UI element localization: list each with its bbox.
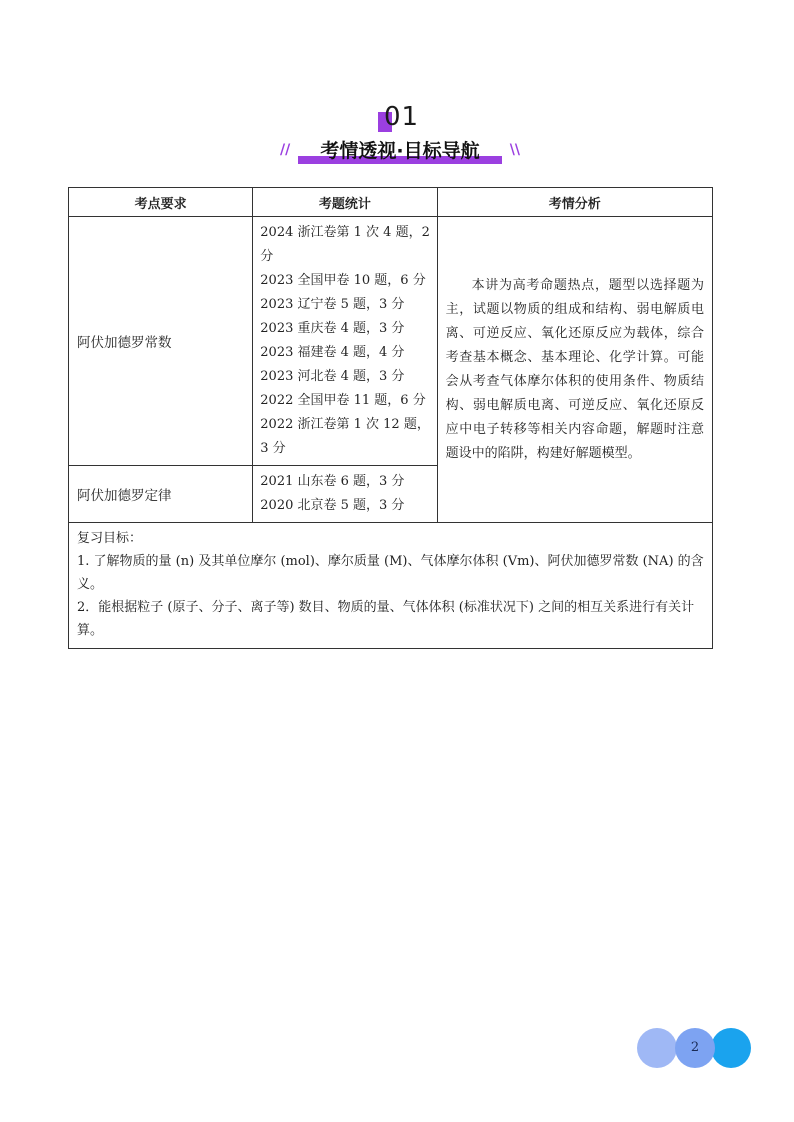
stat-item: 2023 重庆卷 4 题，3 分 [260,321,405,336]
stat-item: 2022 浙江卷第 1 次 12 题，3 分 [260,417,430,456]
badge-circle-right-icon [711,1028,751,1068]
table-row [69,217,713,466]
page-number-badge [637,1028,753,1068]
section-title-block [280,136,520,166]
stat-item: 2020 北京卷 5 题，3 分 [260,498,405,513]
topic-cell: 阿伏加德罗常数 [69,217,253,466]
exam-analysis-table [68,187,713,649]
section-number: 01 [384,102,420,132]
section-header [0,100,794,170]
stat-item: 2024 浙江卷第 1 次 4 题，2 分 [260,225,430,264]
header-cell-statistics: 考题统计 [253,188,437,217]
stat-item: 2023 河北卷 4 题，3 分 [260,369,405,384]
review-goals-title: 复习目标： [77,531,143,546]
title-slash-left-icon: // [280,142,291,158]
stats-cell [253,217,437,466]
stat-item: 2023 辽宁卷 5 题，3 分 [260,297,405,312]
analysis-cell [437,217,712,523]
review-goals-cell [69,523,713,649]
header-cell-requirements: 考点要求 [69,188,253,217]
badge-circle-left-icon [637,1028,677,1068]
stat-item: 2021 山东卷 6 题，3 分 [260,474,405,489]
header-cell-analysis: 考情分析 [437,188,712,217]
stat-item: 2022 全国甲卷 11 题，6 分 [260,393,426,408]
review-row [69,523,713,649]
stat-item: 2023 福建卷 4 题，4 分 [260,345,405,360]
section-number-block [378,102,438,136]
topic-cell: 阿伏加德罗定律 [69,466,253,523]
analysis-text: 本讲为高考命题热点，题型以选择题为主，试题以物质的组成和结构、弱电解质电离、可逆反应、氧化还原反应为载体，综合考查基本概念、基本理论、化学计算。可能会从考查气体摩尔体积的使用条件、物质结构、弱电解质电离、可逆反应、氧化还原反应中电子转移等相关内容命题，解题时注意题设中的陷阱，构建好解题模型。 [445,277,704,461]
table-header-row [69,188,713,217]
stats-cell [253,466,437,523]
stat-item: 2023 全国甲卷 10 题，6 分 [260,273,426,288]
review-goal-item: 2．能根据粒子 (原子、分子、离子等) 数目、物质的量、气体体积 (标准状况下) 之间的相互关系进行有关计算。 [77,600,695,638]
review-goal-item: 1. 了解物质的量 (n) 及其单位摩尔 (mol)、摩尔质量 (M)、气体摩尔体积 (Vm)、阿伏加德罗常数 (NA) 的含义。 [77,554,704,592]
page-number: 2 [690,1040,700,1055]
section-title: 考情透视·目标导航 [320,140,480,162]
title-slash-right-icon: \\ [509,142,520,158]
